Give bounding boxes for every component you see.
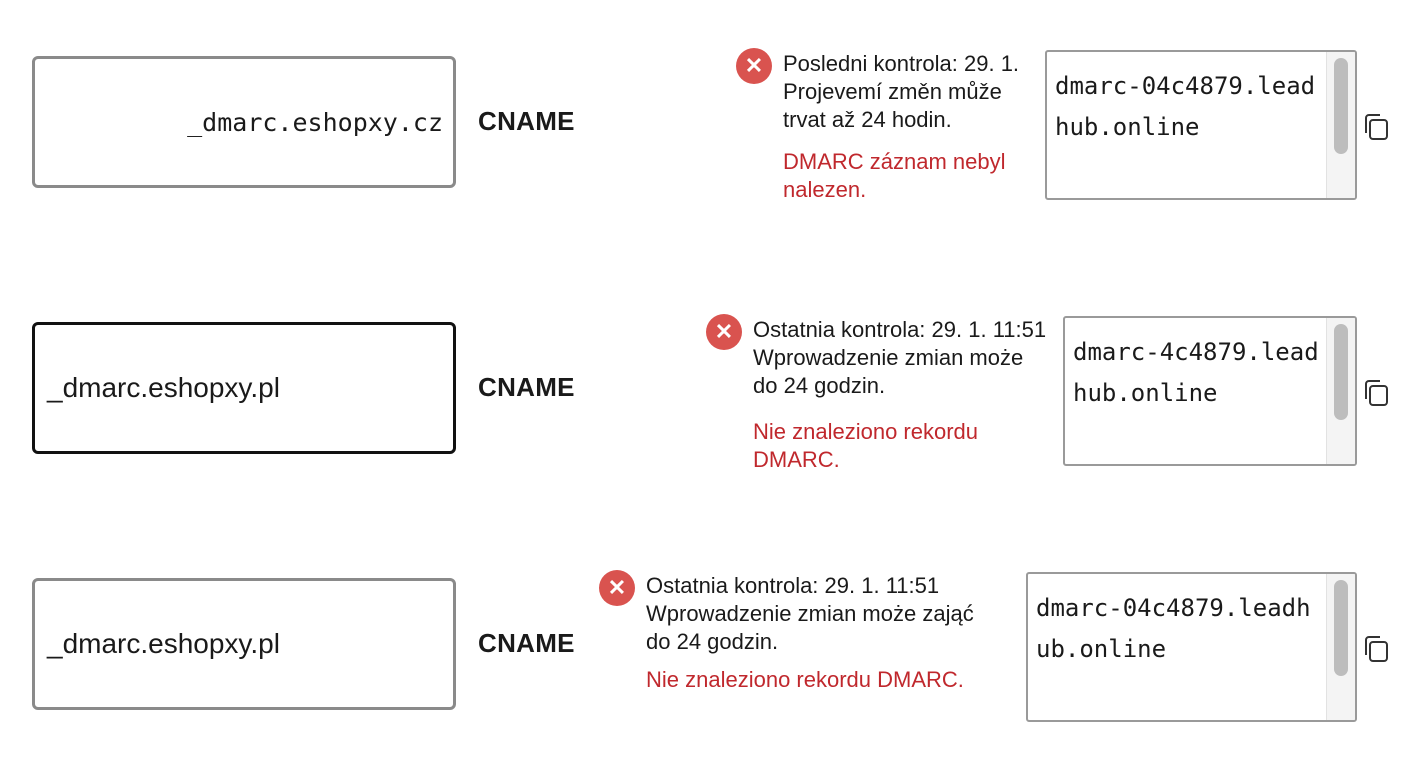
- error-circle-x-icon: ✕: [599, 570, 635, 606]
- error-line: DMARC.: [753, 447, 840, 472]
- error-line: Nie znaleziono rekordu DMARC.: [646, 667, 964, 692]
- host-name-field[interactable]: [32, 322, 456, 454]
- status-line: Projevemí změn může: [783, 79, 1002, 104]
- copy-icon[interactable]: [1362, 634, 1390, 664]
- status-line: Wprowadzenie zmian może zająć: [646, 601, 974, 626]
- dns-record-row: [0, 566, 1408, 726]
- error-line: Nie znaleziono rekordu: [753, 419, 979, 444]
- scrollbar-thumb[interactable]: [1334, 580, 1348, 676]
- error-line: nalezen.: [783, 177, 867, 202]
- record-value-textarea[interactable]: [1063, 316, 1357, 466]
- status-message: [753, 316, 1046, 400]
- host-name-value: _dmarc.eshopxy.pl: [47, 628, 280, 659]
- status-line: do 24 godzin.: [646, 629, 779, 654]
- scrollbar[interactable]: [1326, 52, 1355, 198]
- scrollbar[interactable]: [1326, 574, 1355, 720]
- host-name-value: _dmarc.eshopxy.pl: [47, 372, 280, 403]
- copy-icon[interactable]: [1362, 112, 1390, 142]
- status-line: Posledni kontrola: 29. 1.: [783, 51, 1020, 76]
- error-message: [646, 666, 964, 694]
- dns-record-row: [0, 44, 1408, 204]
- status-line: trvat až 24 hodin.: [783, 107, 952, 132]
- dns-record-row: [0, 310, 1408, 470]
- record-type-label: CNAME: [478, 106, 575, 136]
- error-message: [783, 148, 1006, 204]
- host-name-value: _dmarc.eshopxy.cz: [187, 107, 443, 137]
- host-name-field[interactable]: [32, 578, 456, 710]
- record-value-text: dmarc-4c4879.leadhub.online: [1073, 338, 1319, 407]
- record-value-textarea[interactable]: [1045, 50, 1357, 200]
- error-circle-x-icon: ✕: [736, 48, 772, 84]
- error-line: DMARC záznam nebyl: [783, 149, 1006, 174]
- record-value-text: dmarc-04c4879.leadhub.online: [1055, 72, 1316, 141]
- status-line: Ostatnia kontrola: 29. 1. 11:51: [753, 317, 1047, 342]
- scrollbar-thumb[interactable]: [1334, 324, 1348, 420]
- status-line: Ostatnia kontrola: 29. 1. 11:51: [646, 573, 940, 598]
- record-value-textarea[interactable]: [1026, 572, 1357, 722]
- status-message: [783, 50, 1019, 134]
- scrollbar-thumb[interactable]: [1334, 58, 1348, 154]
- record-type-label: CNAME: [478, 628, 575, 658]
- record-type-label: CNAME: [478, 372, 575, 402]
- scrollbar[interactable]: [1326, 318, 1355, 464]
- host-name-field[interactable]: [32, 56, 456, 188]
- error-circle-x-icon: ✕: [706, 314, 742, 350]
- status-line: Wprowadzenie zmian może: [753, 345, 1024, 370]
- record-value-text: dmarc-04c4879.leadhub.online: [1036, 594, 1311, 663]
- copy-icon[interactable]: [1362, 378, 1390, 408]
- status-line: do 24 godzin.: [753, 373, 886, 398]
- error-message: [753, 418, 978, 474]
- status-message: [646, 572, 974, 656]
